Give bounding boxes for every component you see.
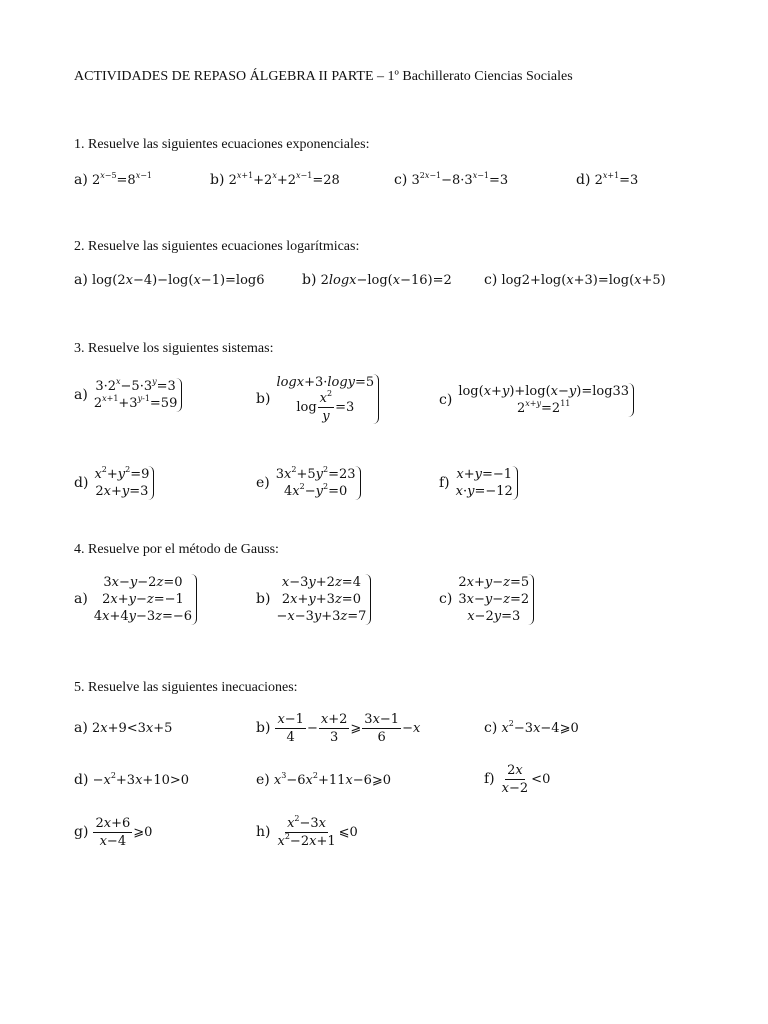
exercise-3f: f) x+y=−1 x·y=−12 <box>439 466 518 500</box>
section-1-heading: 1. Resuelve las siguientes ecuaciones exponenciales: <box>74 137 370 152</box>
exercise-5b: b) $\frac{x-1}{4}$ − $\frac{x+2}{3}$ ⩾ $\frac{3x-1}{6}$ − x <box>256 712 421 745</box>
exercise-1a: a) $2^{x-5}=8^{x-1}$ <box>74 171 153 188</box>
exercise-3d: d) $x^2+y^2=9$ 2x+y=3 <box>74 466 154 500</box>
section-3-heading: 3. Resuelve los siguientes sistemas: <box>74 341 274 356</box>
exercise-4c: c) 2x+y−z=5 3x−y−z=2 x−2y=3 <box>439 574 534 625</box>
exercise-4b: b) x−3y+2z=4 2x+y+3z=0 −x−3y+3z=7 <box>256 574 371 625</box>
exercise-3a: a) $3\cdot 2^x-5\cdot 3^y=3$ $2^{x+1}+3^{y-1}=59$ <box>74 378 182 412</box>
exercise-2b: b) 2logx−log(x−16)=2 <box>302 272 452 288</box>
section-4-heading: 4. Resuelve por el método de Gauss: <box>74 542 279 557</box>
exercise-5d: $d) -x^2+3x+10>0$ <box>74 771 190 788</box>
exercise-5e: e) $x^3-6x^2+11x-6⩾0$ <box>256 771 392 788</box>
exercise-5a: a) 2x+9<3x+5 <box>74 720 173 736</box>
page-title: ACTIVIDADES DE REPASO ÁLGEBRA II PARTE – 1º Bachillerato Ciencias Sociales <box>74 69 573 84</box>
exercise-5g: g) $\frac{2x+6}{x-4}$ ⩾0 <box>74 816 153 849</box>
exercise-3b: b) logx+3·logy=5 log $\frac{x^2}{y}$ =3 <box>256 374 379 424</box>
exercise-5f: f) $\frac{2x}{x-2}$ <0 <box>484 763 551 796</box>
exercise-5c: c) $x^2-3x-4⩾0$ <box>484 719 579 736</box>
exercise-4a: a) 3x−y−2z=0 2x+y−z=−1 4x+4y−3z=−6 <box>74 574 197 625</box>
section-2-heading: 2. Resuelve las siguientes ecuaciones logarítmicas: <box>74 239 360 254</box>
section-5-heading: 5. Resuelve las siguientes inecuaciones: <box>74 680 298 695</box>
exercise-1b: b) $2^{x+1}+2^x+2^{x-1}=28$ <box>210 171 340 188</box>
exercise-3c: c) log(x+y)+log(x−y)=log33 $2^{x+y}=2^{11}$ <box>439 383 634 417</box>
exercise-1c: c) $3^{2x-1}-8\cdot 3^{x-1}=3$ <box>394 171 509 188</box>
exercise-2a: a) log(2x−4)−log(x−1)=log6 <box>74 272 265 288</box>
exercise-5h: h) $\frac{x^2-3x}{x^2-2x+1}$ ⩽0 <box>256 814 358 849</box>
exercise-1d: d) $2^{x+1}=3$ <box>576 171 639 188</box>
exercise-2c: c) log2+log(x+3)=log(x+5) <box>484 272 666 288</box>
exercise-3e: e) $3x^2+5y^2=23$ $4x^2-y^2=0$ <box>256 466 361 500</box>
